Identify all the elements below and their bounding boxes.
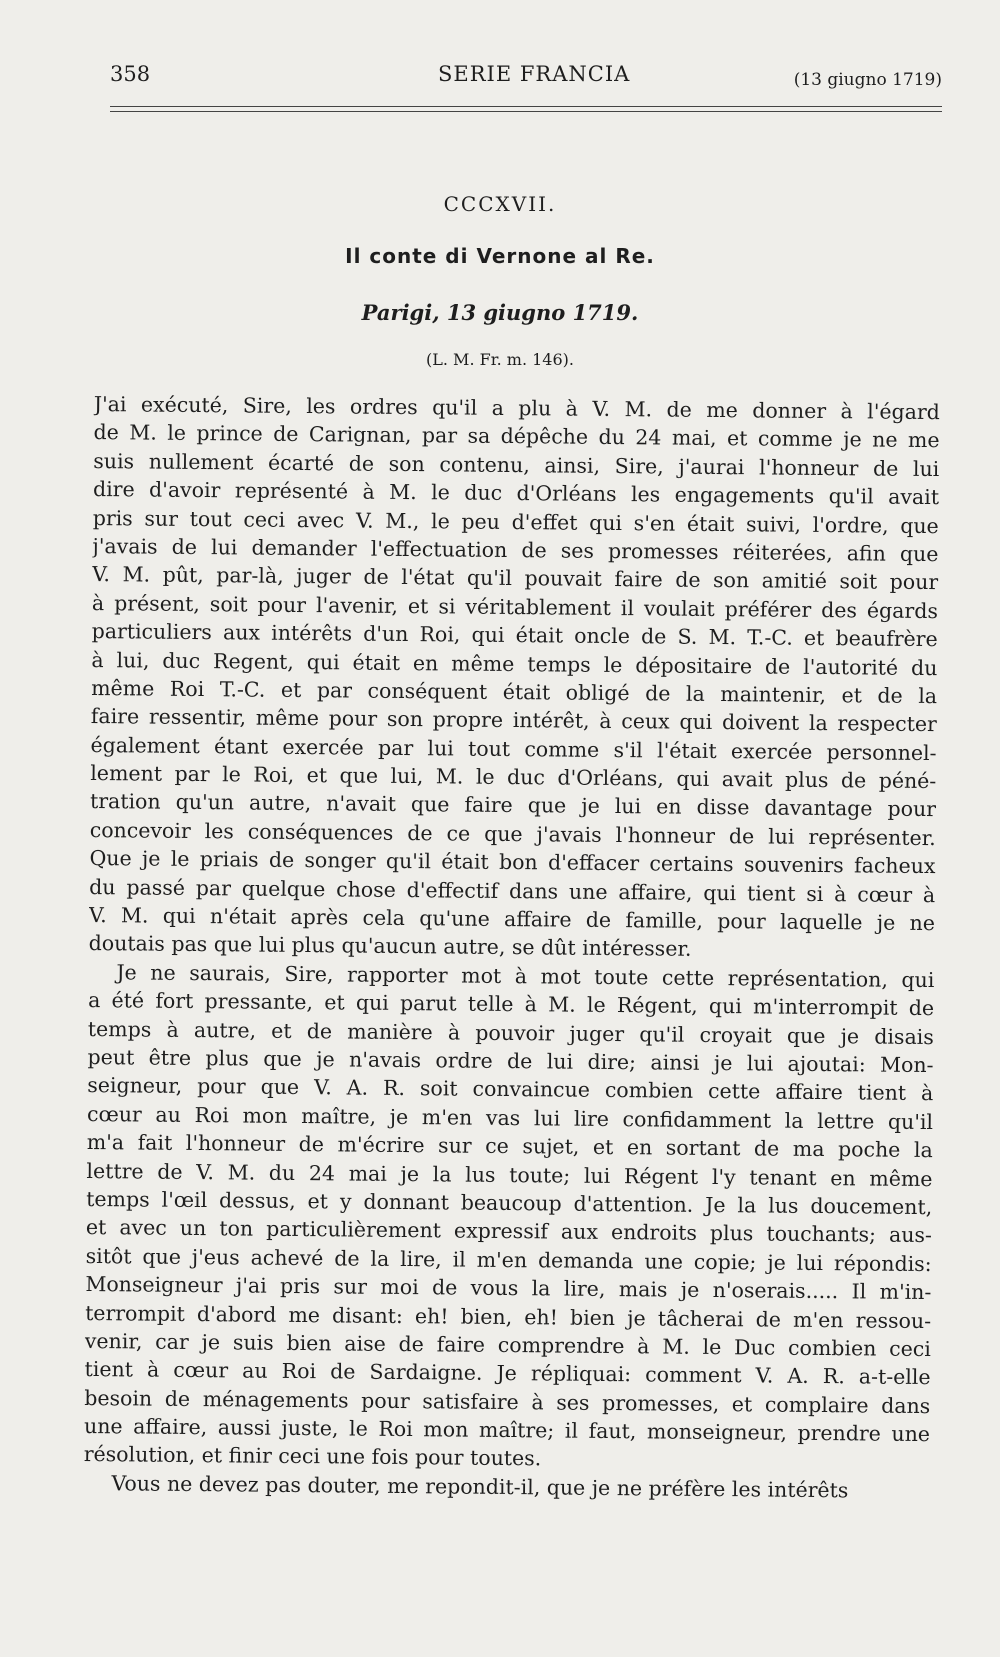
body-line: de M. le prince de Carignan, par sa dépêche du 24 mai, et comme je ne me <box>93 420 940 453</box>
body-line: sitôt que j'eus achevé de la lire, il m'en demanda une copie; je lui répondis: <box>85 1243 932 1276</box>
document-number: CCCXVII. <box>443 192 557 216</box>
body-line: à présent, soit pour l'avenir, et si véritablement il voulait préférer des égards <box>91 590 939 623</box>
body-line: lettre de V. M. du 24 mai je la lus toute; lui Régent l'y tenant en même <box>86 1158 933 1191</box>
body-line: m'a fait l'honneur de m'écrire sur ce sujet, et en sortant de ma poche la <box>86 1130 933 1163</box>
body-line: seigneur, pour que V. A. R. soit convaincue combien cette affaire tient à <box>87 1073 934 1106</box>
body-line: Je ne saurais, Sire, rapporter mot à mot toute cette représentation, qui <box>116 960 935 992</box>
body-line: particuliers aux intérêts d'un Roi, qui était oncle de S. M. T.-C. et beaufrère <box>91 619 938 652</box>
body-line: du passé par quelque chose d'effectif dans une affaire, qui tient si à cœur à <box>89 874 936 907</box>
body-line: et avec un ton particulièrement expressif aux endroits plus touchants; aus- <box>85 1215 933 1248</box>
body-line: a été fort pressante, et qui parut telle à M. le Régent, qui m'interrompit de <box>88 988 935 1021</box>
running-header <box>110 62 942 90</box>
body-line: V. M. qui n'était après cela qu'une affaire de famille, pour laquelle je ne <box>88 903 936 936</box>
body-line: doutais pas que lui plus qu'aucun autre, se dût intéresser. <box>88 931 692 962</box>
body-line: tient à cœur au Roi de Sardaigne. Je répliquai: comment V. A. R. a-t-elle <box>84 1357 931 1390</box>
body-line: suis nullement écarté de son contenu, ainsi, Sire, j'aurai l'honneur de lui <box>93 448 940 481</box>
body-line: pris sur tout ceci avec V. M., le peu d'effet qui s'en était suivi, l'ordre, que <box>92 505 939 538</box>
body-line: Que je le priais de songer qu'il était bon d'effacer certains souvenirs facheux <box>89 846 936 879</box>
body-line: résolution, et finir ceci une fois pour toutes. <box>83 1442 542 1471</box>
body-line: tration qu'un autre, n'avait que faire que je lui en disse davantage pour <box>89 789 937 822</box>
body-line: terrompit d'abord me disant: eh! bien, eh! bien je tâcherai de m'en ressou- <box>85 1300 932 1333</box>
series-title: SERIE FRANCIA <box>438 62 631 86</box>
letter-body <box>83 390 940 1505</box>
document-source: (L. M. Fr. m. 146). <box>426 350 574 369</box>
body-line: besoin de ménagements pour satisfaire à ses promesses, et complaire dans <box>84 1385 931 1418</box>
body-line: venir, car je suis bien aise de faire comprendre à M. le Duc combien ceci <box>84 1328 931 1361</box>
header-date: (13 giugno 1719) <box>793 70 942 90</box>
body-line: faire ressentir, même pour son propre intérêt, à ceux qui doivent la respecter <box>90 704 937 737</box>
body-line: V. M. pût, par-là, juger de l'état qu'il pouvait faire de son amitié soit pour <box>92 562 939 595</box>
header-rule-secondary <box>110 111 942 112</box>
body-line: à lui, duc Regent, qui était en même temps le dépositaire de l'autorité du <box>91 647 938 680</box>
document-place-date: Parigi, 13 giugno 1719. <box>361 300 639 325</box>
body-line: Vous ne devez pas douter, me repondit-il, que je ne préfère les intérêts <box>111 1471 849 1503</box>
page-number: 358 <box>110 62 151 86</box>
body-line: une affaire, aussi juste, le Roi mon maître; il faut, monseigneur, prendre une <box>83 1414 931 1447</box>
body-line: J'ai exécuté, Sire, les ordres qu'il a plu à V. M. de me donner à l'égard <box>93 391 940 425</box>
body-line: temps à autre, et de manière à pouvoir juger qu'il croyait que je disais <box>87 1016 934 1049</box>
document-heading: Il conte di Vernone al Re. <box>345 244 655 268</box>
body-line: concevoir les conséquences de ce que j'avais l'honneur de lui représenter. <box>89 817 936 850</box>
header-rule <box>110 106 942 107</box>
body-line: peut être plus que je n'avais ordre de lui dire; ainsi je lui ajoutai: Mon- <box>87 1044 934 1078</box>
body-line: j'avais de lui demander l'effectuation de ses promesses réiterées, afin que <box>92 533 939 567</box>
body-line: temps l'œil dessus, et y donnant beaucoup d'attention. Je la lus doucement, <box>86 1186 933 1220</box>
body-line: cœur au Roi mon maître, je m'en vas lui lire confidamment la lettre qu'il <box>86 1101 934 1134</box>
body-line: Monseigneur j'ai pris sur moi de vous la lire, mais je n'oserais..... Il m'in- <box>85 1272 932 1305</box>
body-line: lement par le Roi, et que lui, M. le duc d'Orléans, qui avait plus de péné- <box>90 761 937 794</box>
body-line: même Roi T.-C. et par conséquent était obligé de la maintenir, et de la <box>91 675 938 709</box>
body-line: dire d'avoir représenté à M. le duc d'Orléans les engagements qu'il avait <box>92 477 940 510</box>
body-line: également étant exercée par lui tout comme s'il l'était exercée personnel- <box>90 732 937 765</box>
